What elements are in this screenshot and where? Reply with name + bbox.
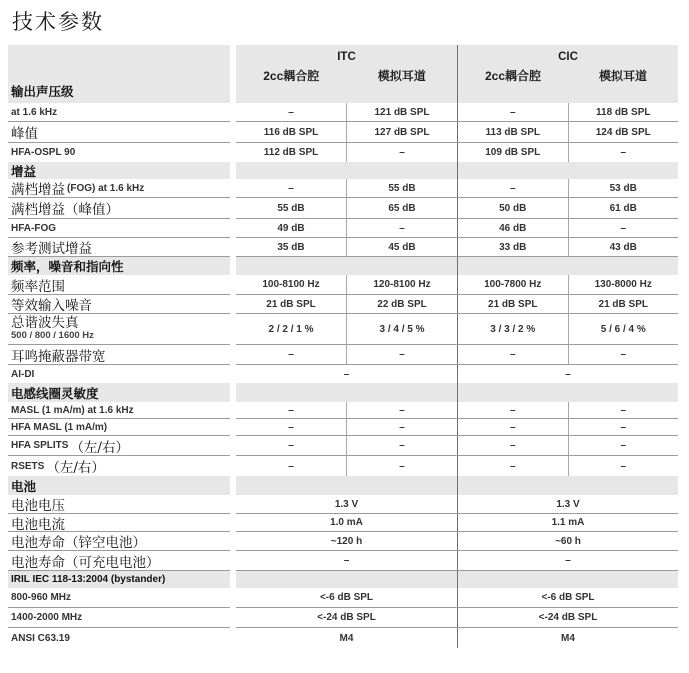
- column-group: [457, 436, 678, 455]
- column-group: [457, 608, 678, 627]
- subcol-header-coupler: 2cc耦合腔: [263, 69, 320, 83]
- value-cell: 50 dB: [499, 202, 527, 214]
- row-label: [8, 198, 230, 219]
- value-cell: 33 dB: [499, 241, 527, 253]
- value-cell: –: [288, 404, 294, 416]
- first-section-header: [8, 45, 230, 103]
- row-label: [8, 143, 230, 162]
- column-group: [457, 532, 678, 550]
- value-cell: –: [565, 368, 571, 380]
- column-group: [457, 628, 678, 648]
- row-values: [236, 345, 678, 365]
- row-label: 频率，噪音和指向性: [8, 257, 230, 275]
- subcolumn-headers: [236, 63, 457, 103]
- value-cell: 1.3 V: [334, 498, 359, 510]
- row-values: [236, 103, 678, 122]
- column-group: [457, 122, 678, 142]
- column-group: [236, 514, 457, 531]
- row-label: [8, 456, 230, 476]
- table-row: [8, 436, 678, 456]
- section-fill: [457, 476, 678, 495]
- label-text: 峰值: [11, 126, 38, 142]
- row-values: [236, 588, 678, 608]
- value-cell: –: [509, 349, 516, 360]
- table-row: [8, 179, 678, 198]
- row-values: [236, 532, 678, 551]
- value-cell: 5 / 6 / 4 %: [568, 314, 679, 344]
- row-label: 增益: [8, 162, 230, 179]
- row-values: [236, 436, 678, 456]
- value-cell: –: [568, 345, 679, 364]
- header-values: [236, 45, 678, 103]
- label-text: 等效输入噪音: [11, 298, 92, 314]
- value-cell: –: [568, 419, 679, 435]
- column-group: [236, 365, 457, 383]
- value-cell: 109 dB SPL: [485, 147, 541, 158]
- column-group: [457, 198, 678, 218]
- row-values: [236, 198, 678, 219]
- value-cell: –: [509, 421, 516, 433]
- row-label: [8, 365, 230, 383]
- value-cell: 43 dB: [568, 238, 679, 256]
- value-cell: 21 dB SPL: [488, 298, 538, 310]
- label-text: 1400-2000 MHz: [11, 612, 83, 623]
- row-values: [236, 514, 678, 532]
- value-cell: 45 dB: [346, 238, 457, 256]
- value-cell: 1.3 V: [556, 498, 580, 510]
- value-cell: –: [288, 106, 294, 118]
- table-row: [8, 238, 678, 257]
- label-text: ANSI C63.19: [11, 632, 70, 644]
- column-group: [236, 143, 457, 162]
- value-cell: ~60 h: [555, 535, 581, 547]
- value-cell: 61 dB: [568, 198, 679, 218]
- column-group: [457, 345, 678, 364]
- value-cell: 124 dB SPL: [568, 122, 679, 142]
- itc-group-header: [236, 45, 457, 103]
- value-cell: –: [288, 460, 294, 472]
- column-group: [236, 436, 457, 455]
- label-text: （左/右）: [46, 460, 105, 476]
- column-group: [457, 219, 678, 237]
- value-cell: 21 dB SPL: [568, 295, 679, 313]
- label-text: HFA-FOG: [11, 222, 56, 234]
- column-group: [236, 219, 457, 237]
- table-row: [8, 402, 678, 419]
- subcolumn-headers: [458, 63, 678, 103]
- value-cell: 120-8100 Hz: [346, 275, 457, 294]
- value-cell: –: [343, 368, 350, 380]
- column-group: [236, 295, 457, 313]
- column-group: [236, 402, 457, 418]
- row-values: [236, 495, 678, 514]
- table-row: [8, 143, 678, 162]
- subcol-header-ear-sim: 模拟耳道: [377, 69, 426, 83]
- column-group: [457, 402, 678, 418]
- value-cell: –: [343, 555, 350, 566]
- value-cell: –: [509, 106, 516, 118]
- value-cell: 3 / 3 / 2 %: [490, 323, 536, 335]
- value-cell: 1.0 mA: [330, 517, 363, 528]
- column-group: [236, 495, 457, 513]
- value-cell: –: [288, 421, 294, 433]
- label-text: 800-960 MHz: [11, 592, 72, 603]
- value-cell: 112 dB SPL: [263, 147, 319, 158]
- label-text: (FOG) at 1.6 kHz: [67, 182, 145, 194]
- row-values: [236, 275, 678, 295]
- value-cell: <-24 dB SPL: [317, 612, 376, 623]
- column-group: [457, 456, 678, 476]
- value-cell: 1.1 mA: [551, 517, 585, 528]
- section-fill: [236, 383, 457, 402]
- column-group: [457, 514, 678, 531]
- column-group: [236, 122, 457, 142]
- value-cell: 53 dB: [568, 179, 679, 197]
- table-row: [8, 365, 678, 383]
- value-cell: –: [509, 404, 516, 416]
- label-text: MASL (1 mA/m) at 1.6 kHz: [11, 404, 134, 416]
- row-label: [8, 103, 230, 122]
- column-group: [457, 103, 678, 121]
- value-cell: 3 / 4 / 5 %: [346, 314, 457, 344]
- row-values: [236, 238, 678, 257]
- label-text: 频率范围: [11, 278, 65, 295]
- value-cell: –: [346, 219, 457, 237]
- value-cell: –: [568, 219, 679, 237]
- value-cell: <-6 dB SPL: [319, 592, 374, 603]
- row-values: [236, 365, 678, 383]
- group-name: ITC: [337, 51, 356, 63]
- row-label: [8, 495, 230, 514]
- row-values: [236, 295, 678, 314]
- row-label: [8, 588, 230, 608]
- table-row: [8, 514, 678, 532]
- column-group: [236, 608, 457, 627]
- value-cell: –: [346, 143, 457, 162]
- section-label: 输出声压级: [11, 85, 74, 99]
- value-cell: 35 dB: [277, 241, 305, 253]
- column-group: [236, 345, 457, 364]
- value-cell: –: [565, 555, 571, 566]
- table-row: [8, 495, 678, 514]
- section-fill: [457, 162, 678, 179]
- row-label: IRIL IEC 118-13:2004 (bystander): [8, 571, 230, 588]
- column-group: [236, 532, 457, 550]
- section-fill: [457, 571, 678, 588]
- label-text: 总谐波失真: [11, 314, 79, 331]
- label-text: HFA-OSPL 90: [11, 147, 76, 158]
- section-row: [8, 257, 678, 275]
- row-label: [8, 122, 230, 143]
- row-label: [8, 345, 230, 365]
- row-label: [8, 314, 230, 345]
- value-cell: 2 / 2 / 1 %: [268, 323, 314, 335]
- row-values: [236, 551, 678, 571]
- section-row: [8, 162, 678, 179]
- row-label: [8, 628, 230, 648]
- table-header: [8, 45, 678, 103]
- value-cell: –: [568, 143, 679, 162]
- table-row: [8, 419, 678, 436]
- column-group: [236, 198, 457, 218]
- column-group: [457, 419, 678, 435]
- value-cell: –: [509, 460, 516, 472]
- page-title: 技术参数: [12, 10, 104, 34]
- value-cell: 127 dB SPL: [346, 122, 457, 142]
- group-name: CIC: [558, 51, 578, 63]
- section-fill: [236, 162, 457, 179]
- value-cell: 118 dB SPL: [568, 103, 679, 121]
- row-values: [236, 419, 678, 436]
- label-text: 电池电压: [11, 498, 65, 514]
- table-row: [8, 588, 678, 608]
- spec-table: [8, 45, 678, 648]
- value-cell: M4: [339, 632, 354, 644]
- column-group: [457, 143, 678, 162]
- value-cell: –: [288, 349, 294, 360]
- value-cell: 46 dB: [499, 222, 527, 234]
- value-cell: –: [509, 440, 516, 451]
- column-group: [236, 419, 457, 435]
- column-group: [236, 103, 457, 121]
- table-row: [8, 345, 678, 365]
- column-group: [236, 588, 457, 607]
- row-values: [236, 179, 678, 198]
- section-row: [8, 571, 678, 588]
- row-label: 电感线圈灵敏度: [8, 383, 230, 402]
- row-values: [236, 219, 678, 238]
- label-text: HFA SPLITS: [11, 440, 69, 451]
- row-label-lines: [11, 316, 94, 342]
- row-values: [236, 162, 678, 179]
- value-cell: 22 dB SPL: [346, 295, 457, 313]
- section-fill: [457, 257, 678, 275]
- value-cell: M4: [561, 632, 575, 644]
- section-fill: [236, 571, 457, 588]
- row-values: [236, 257, 678, 275]
- table-row: [8, 314, 678, 345]
- table-row: [8, 103, 678, 122]
- value-cell: –: [346, 402, 457, 418]
- row-values: [236, 122, 678, 143]
- column-group: [236, 456, 457, 476]
- column-group: [457, 365, 678, 383]
- section-row: [8, 476, 678, 495]
- column-group: [457, 238, 678, 256]
- column-group: [457, 295, 678, 313]
- label-text: （左/右）: [70, 439, 129, 456]
- table-row: [8, 198, 678, 219]
- row-values: [236, 608, 678, 628]
- column-group: [236, 238, 457, 256]
- table-row: [8, 628, 678, 648]
- row-values: [236, 402, 678, 419]
- label-text: 耳鸣掩蔽器带宽: [11, 348, 106, 365]
- label-text: 电池寿命（可充电电池）: [11, 554, 160, 571]
- row-label: [8, 179, 230, 198]
- row-label: [8, 419, 230, 436]
- label-text: at 1.6 kHz: [11, 106, 58, 118]
- row-label: [8, 295, 230, 314]
- row-label: [8, 436, 230, 456]
- section-fill: [236, 257, 457, 275]
- row-label: [8, 275, 230, 295]
- table-row: [8, 219, 678, 238]
- value-cell: 113 dB SPL: [485, 126, 540, 138]
- value-cell: 130-8000 Hz: [568, 275, 679, 294]
- value-cell: 65 dB: [346, 198, 457, 218]
- row-label: [8, 219, 230, 238]
- column-group: [457, 495, 678, 513]
- value-cell: 55 dB: [277, 202, 305, 214]
- row-label: 电池: [8, 476, 230, 495]
- value-cell: –: [346, 419, 457, 435]
- label-text: 电池寿命（锌空电池）: [11, 535, 146, 551]
- column-group: [236, 179, 457, 197]
- label-text: HFA MASL (1 mA/m): [11, 421, 108, 433]
- value-cell: –: [568, 436, 679, 455]
- label-subtext: 500 / 800 / 1600 Hz: [11, 330, 94, 342]
- column-group: [457, 588, 678, 607]
- row-values: [236, 476, 678, 495]
- value-cell: –: [346, 456, 457, 476]
- table-row: [8, 608, 678, 628]
- row-label: [8, 551, 230, 571]
- row-values: [236, 571, 678, 588]
- column-group: [457, 551, 678, 570]
- row-label: [8, 532, 230, 551]
- column-group: [457, 275, 678, 294]
- label-text: 满档增益: [11, 182, 65, 198]
- value-cell: –: [346, 345, 457, 364]
- value-cell: –: [568, 402, 679, 418]
- value-cell: –: [288, 440, 294, 451]
- value-cell: 100-8100 Hz: [262, 279, 320, 290]
- row-values: [236, 456, 678, 476]
- table-row: [8, 295, 678, 314]
- column-group: [236, 314, 457, 344]
- column-group: [236, 628, 457, 648]
- value-cell: <-24 dB SPL: [538, 612, 598, 623]
- row-label: [8, 514, 230, 532]
- value-cell: 49 dB: [277, 222, 305, 234]
- section-fill: [457, 383, 678, 402]
- value-cell: 121 dB SPL: [346, 103, 457, 121]
- label-text: AI-DI: [11, 368, 35, 380]
- label-text: 电池电流: [11, 516, 65, 533]
- cic-group-header: [457, 45, 678, 103]
- table-row: [8, 275, 678, 295]
- value-cell: 55 dB: [346, 179, 457, 197]
- column-group: [236, 275, 457, 294]
- column-group: [236, 551, 457, 570]
- value-cell: 100-7800 Hz: [484, 279, 542, 290]
- row-label: [8, 608, 230, 628]
- row-label: [8, 402, 230, 419]
- row-values: [236, 143, 678, 162]
- value-cell: 21 dB SPL: [266, 298, 316, 310]
- value-cell: –: [288, 182, 294, 194]
- value-cell: ~120 h: [330, 535, 363, 547]
- row-values: [236, 314, 678, 345]
- table-row: [8, 456, 678, 476]
- row-label: [8, 238, 230, 257]
- value-cell: 116 dB SPL: [263, 126, 319, 138]
- label-text: RSETS: [11, 460, 45, 472]
- column-group: [457, 314, 678, 344]
- value-cell: <-6 dB SPL: [541, 592, 595, 603]
- row-values: [236, 628, 678, 648]
- value-cell: –: [509, 182, 516, 194]
- section-fill: [236, 476, 457, 495]
- label-text: 满档增益（峰值）: [11, 202, 119, 218]
- table-row: [8, 532, 678, 551]
- subcol-header-ear-sim: 模拟耳道: [598, 69, 647, 83]
- value-cell: –: [346, 436, 457, 455]
- label-text: 参考测试增益: [11, 241, 92, 257]
- section-row: [8, 383, 678, 402]
- subcol-header-coupler: 2cc耦合腔: [484, 69, 542, 83]
- row-values: [236, 383, 678, 402]
- value-cell: –: [568, 456, 679, 476]
- table-row: [8, 122, 678, 143]
- column-group: [457, 179, 678, 197]
- table-row: [8, 551, 678, 571]
